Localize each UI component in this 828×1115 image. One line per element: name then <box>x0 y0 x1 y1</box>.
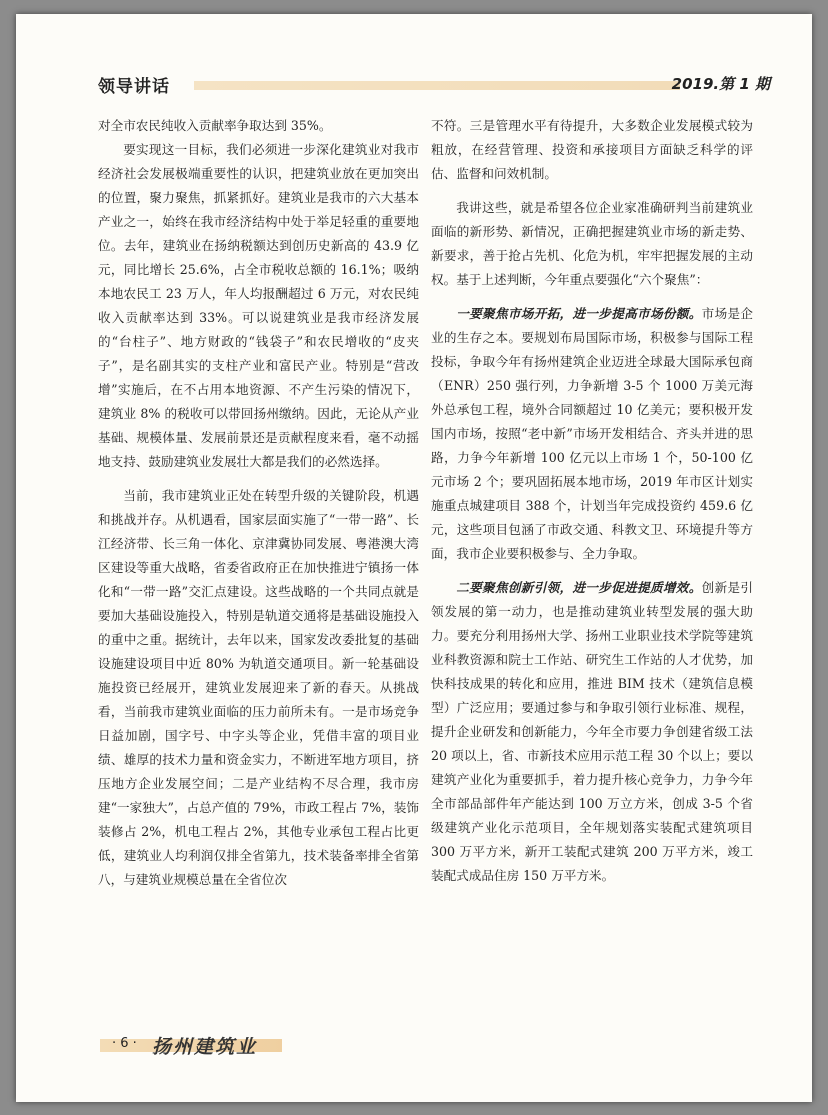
header-decor-band <box>194 81 680 90</box>
focus-heading-1: 一要聚焦市场开拓，进一步提高市场份额。 <box>456 306 702 321</box>
left-column <box>98 114 419 892</box>
right-column <box>431 114 753 888</box>
paragraph: 不符。三是管理水平有待提升，大多数企业发展模式较为粗放，在经营管理、投资和承接项目方面缺乏科学的评估、监督和问效机制。 <box>431 118 753 181</box>
paragraph: 当前，我市建筑业正处在转型升级的关键阶段，机遇和挑战并存。从机遇看，国家层面实施了“一带一路”、长江经济带、长三角一体化、京津冀协同发展、粤港澳大湾区建设等重大战略，省委省政府正在加快推进宁镇扬一体化和“一带一路”交汇点建设。这些战略的一个共同点就是要加大基础设施投入，特别是轨道交通将是基础设施投入的重中之重。据统计，去年以来，国家发改委批复的基础设施建设项目中近 80% 为轨道交通项目。新一轮基础设施投资已经展开，建筑业发展迎来了新的春天。从挑战看，当前我市建筑业面临的压力前所未有。一是市场竞争日益加剧，国字号、中字头等企业，凭借丰富的项目业绩、雄厚的技术力量和资金实力，不断进军地方项目，挤压地方企业发展空间；二是产业结构不尽合理，我市房建“一家独大”，占总产值的 79%，市政工程占 7%，装饰装修占 2%，机电工程占 2%，其他专业承包工程占比更低，建筑业人均利润仅排全省第九，技术装备率排全省第八，与建筑业规模总量在全省位次 <box>98 488 419 887</box>
page-header <box>98 72 770 98</box>
section-title: 领导讲话 <box>98 77 170 97</box>
page-number: · 6 · <box>112 1036 137 1051</box>
focus-paragraph-1 <box>431 302 753 566</box>
focus-body-1: 市场是企业的生存之本。要规划布局国际市场，积极参与国际工程投标，争取今年有扬州建筑企业迈进全球最大国际承包商（ENR）250 强行列，力争新增 3-5 个 1000 万美元海外总承包工程，境外合同额超过 10 亿美元；要积极开发国内市场，按照“老中新”市场开发相结合、齐头并进的思路，力争今年新增 100 亿元以上市场 1 个，50-100 亿元市场 2 个；要巩固拓展本地市场，2019 年市区计划实施重点城建项目 388 个，计划当年完成投资约 459.6 亿元，这些项目包涵了市政交通、科教文卫、环境提升等方面，我市企业要积极参与、全力争取。 <box>431 306 754 561</box>
issue-label: 2019.第 1 期 <box>671 75 770 93</box>
paragraph: 对全市农民纯收入贡献率争取达到 35%。 <box>98 118 332 133</box>
focus-heading-2: 二要聚焦创新引领，进一步促进提质增效。 <box>456 580 702 595</box>
journal-logo: 扬州建筑业 <box>152 1036 258 1058</box>
focus-body-2: 创新是引领发展的第一动力，也是推动建筑业转型发展的强大助力。要充分利用扬州大学、扬州工业职业技术学院等建筑业科教资源和院士工作站、研究生工作站的人才优势，加快科技成果的转化和应用，推进 BIM 技术（建筑信息模型）广泛应用；要通过参与和争取引领行业标准、规程，提升企业研发和创新能力，今年全市要力争创建省级工法 20 项以上，省、市新技术应用示范工程 30 个以上；要以建筑产业化为重要抓手，着力提升核心竞争力，力争今年全市部品部件年产能达到 100 万立方米，创成 3-5 个省级建筑产业化示范项目，全年规划落实装配式建筑项目 300 万平方米，新开工装配式建筑 200 万平方米，竣工装配式成品住房 150 万平方米。 <box>431 580 754 883</box>
focus-paragraph-2 <box>431 576 753 888</box>
paragraph: 我讲这些，就是希望各位企业家准确研判当前建筑业面临的新形势、新情况，正确把握建筑业市场的新走势、新要求，善于抢占先机、化危为机，牢牢把握发展的主动权。基于上述判断，今年重点要强化“六个聚焦”： <box>431 200 753 287</box>
magazine-page <box>16 14 812 1102</box>
paragraph: 要实现这一目标，我们必须进一步深化建筑业对我市经济社会发展极端重要性的认识，把建筑业放在更加突出的位置，聚力聚焦，抓紧抓好。建筑业是我市的六大基本产业之一，始终在我市经济结构中处于举足轻重的重要地位。去年，建筑业在扬纳税额达到创历史新高的 43.9 亿元，同比增长 25.6%，占全市税收总额的 16.1%；吸纳本地农民工 23 万人，年人均报酬超过 6 万元，对农民纯收入贡献率达到 33%。可以说建筑业是我市经济发展的“台柱子”、地方财政的“钱袋子”和农民增收的“皮夹子”，是名副其实的支柱产业和富民产业。特别是“营改增”实施后，在不占用本地资源、不产生污染的情况下，建筑业 8% 的税收可以带回扬州缴纳。因此，无论从产业基础、规模体量、发展前景还是贡献程度来看，毫不动摇地支持、鼓励建筑业发展壮大都是我们的必然选择。 <box>98 142 419 469</box>
page-footer <box>100 1032 290 1056</box>
